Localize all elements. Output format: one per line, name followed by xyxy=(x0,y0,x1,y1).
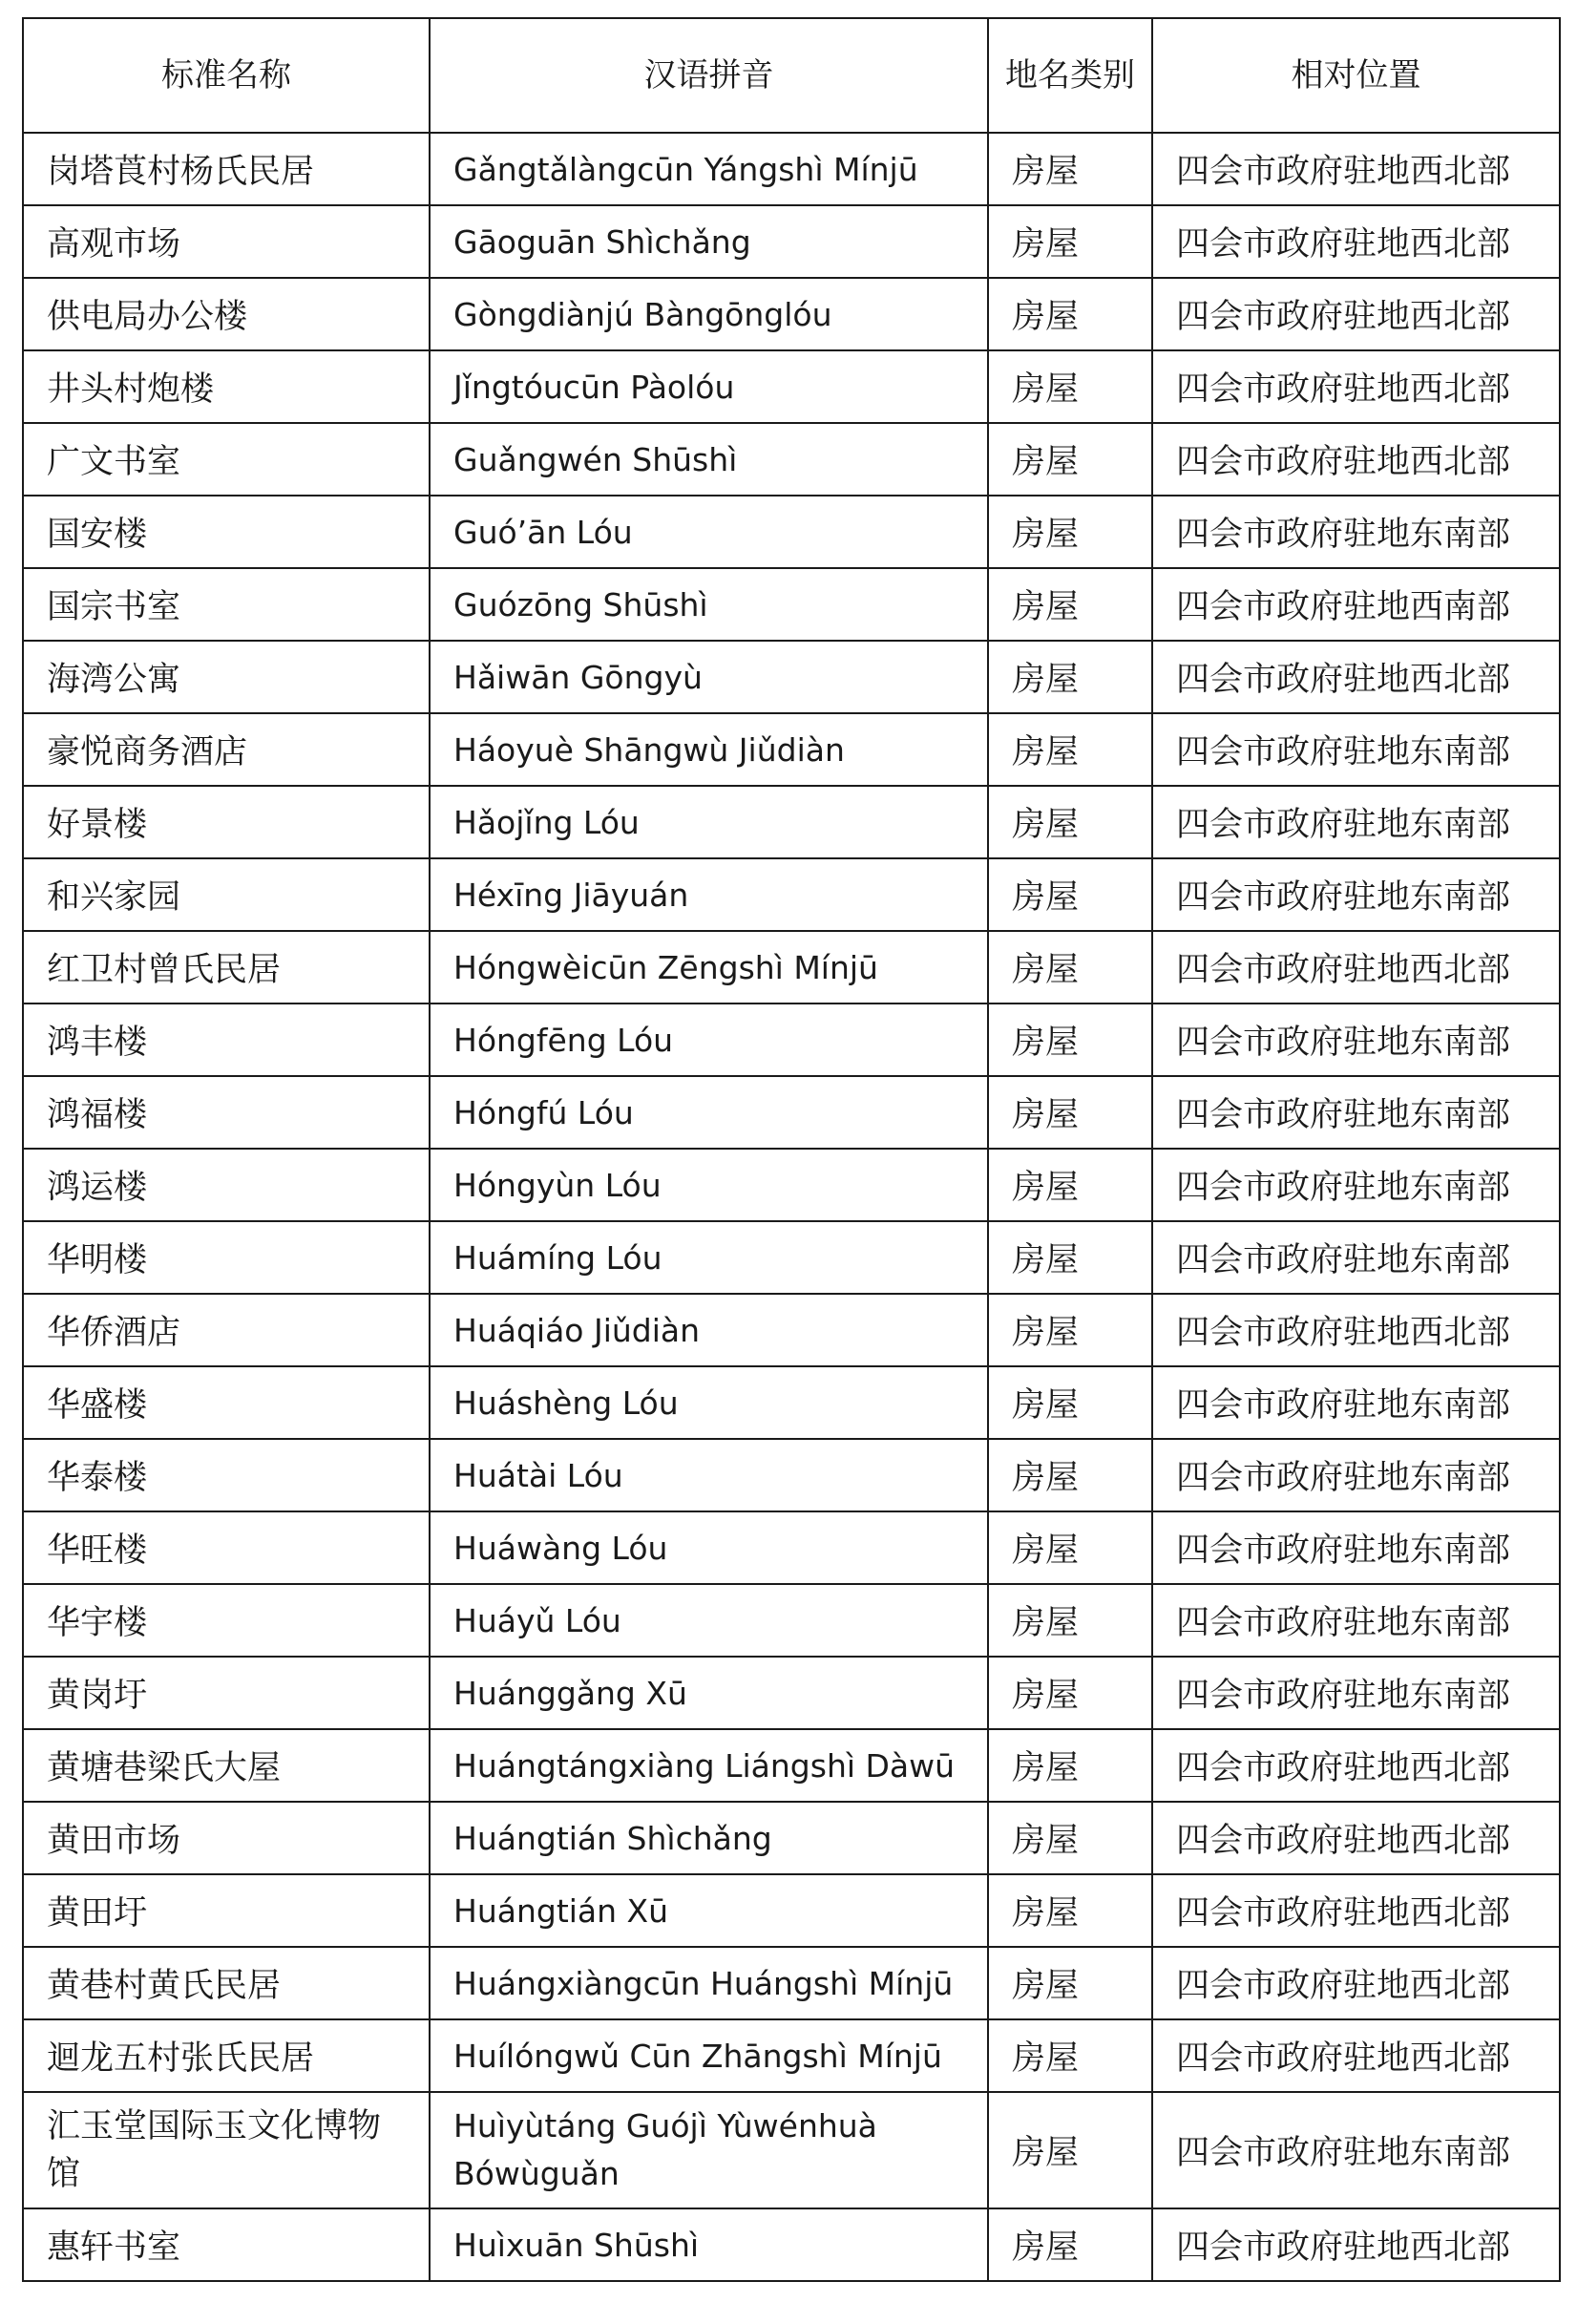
cell-category: 房屋 xyxy=(988,568,1152,641)
cell-pinyin: Hóngfú Lóu xyxy=(430,1076,988,1149)
cell-relative-location: 四会市政府驻地西北部 xyxy=(1152,1802,1560,1874)
cell-relative-location: 四会市政府驻地西北部 xyxy=(1152,1874,1560,1947)
cell-relative-location: 四会市政府驻地西北部 xyxy=(1152,1294,1560,1366)
cell-standard-name: 鸿福楼 xyxy=(23,1076,430,1149)
cell-category: 房屋 xyxy=(988,1076,1152,1149)
table-row xyxy=(23,423,1560,496)
table-row xyxy=(23,786,1560,858)
cell-standard-name: 国安楼 xyxy=(23,496,430,568)
cell-relative-location: 四会市政府驻地西南部 xyxy=(1152,568,1560,641)
cell-standard-name: 海湾公寓 xyxy=(23,641,430,713)
cell-pinyin: Guó’ān Lóu xyxy=(430,496,988,568)
cell-pinyin: Huánggǎng Xū xyxy=(430,1657,988,1729)
cell-category: 房屋 xyxy=(988,2208,1152,2281)
cell-relative-location: 四会市政府驻地西北部 xyxy=(1152,278,1560,350)
header-category: 地名类别 xyxy=(988,18,1152,133)
cell-relative-location: 四会市政府驻地西北部 xyxy=(1152,641,1560,713)
cell-standard-name: 好景楼 xyxy=(23,786,430,858)
cell-standard-name: 国宗书室 xyxy=(23,568,430,641)
cell-pinyin: Huáwàng Lóu xyxy=(430,1511,988,1584)
cell-relative-location: 四会市政府驻地西北部 xyxy=(1152,2019,1560,2092)
cell-relative-location: 四会市政府驻地西北部 xyxy=(1152,1947,1560,2019)
cell-pinyin: Huámíng Lóu xyxy=(430,1221,988,1294)
cell-relative-location: 四会市政府驻地东南部 xyxy=(1152,1511,1560,1584)
table-row xyxy=(23,568,1560,641)
table-header-row xyxy=(23,18,1560,133)
cell-pinyin: Gǎngtǎlàngcūn Yángshì Mínjū xyxy=(430,133,988,205)
cell-relative-location: 四会市政府驻地东南部 xyxy=(1152,1221,1560,1294)
cell-category: 房屋 xyxy=(988,786,1152,858)
table-row xyxy=(23,1874,1560,1947)
cell-category: 房屋 xyxy=(988,1802,1152,1874)
table-row xyxy=(23,931,1560,1004)
cell-category: 房屋 xyxy=(988,350,1152,423)
cell-standard-name: 华盛楼 xyxy=(23,1366,430,1439)
table-row xyxy=(23,1076,1560,1149)
table-row xyxy=(23,496,1560,568)
cell-category: 房屋 xyxy=(988,1004,1152,1076)
cell-relative-location: 四会市政府驻地东南部 xyxy=(1152,1004,1560,1076)
cell-category: 房屋 xyxy=(988,1366,1152,1439)
header-standard-name: 标准名称 xyxy=(23,18,430,133)
cell-pinyin: Huìyùtáng Guójì Yùwénhuà Bówùguǎn xyxy=(430,2092,988,2208)
cell-pinyin: Jǐngtóucūn Pàolóu xyxy=(430,350,988,423)
cell-standard-name: 华旺楼 xyxy=(23,1511,430,1584)
cell-relative-location: 四会市政府驻地西北部 xyxy=(1152,133,1560,205)
header-pinyin: 汉语拼音 xyxy=(430,18,988,133)
cell-relative-location: 四会市政府驻地东南部 xyxy=(1152,1584,1560,1657)
cell-standard-name: 黄田圩 xyxy=(23,1874,430,1947)
table-row xyxy=(23,1511,1560,1584)
cell-relative-location: 四会市政府驻地西北部 xyxy=(1152,2208,1560,2281)
cell-standard-name: 黄田市场 xyxy=(23,1802,430,1874)
cell-standard-name: 华泰楼 xyxy=(23,1439,430,1511)
table-row xyxy=(23,713,1560,786)
cell-category: 房屋 xyxy=(988,931,1152,1004)
table-row xyxy=(23,1294,1560,1366)
cell-category: 房屋 xyxy=(988,1657,1152,1729)
table-row xyxy=(23,1439,1560,1511)
cell-category: 房屋 xyxy=(988,205,1152,278)
cell-category: 房屋 xyxy=(988,423,1152,496)
table-row xyxy=(23,350,1560,423)
cell-category: 房屋 xyxy=(988,1511,1152,1584)
table-row xyxy=(23,1947,1560,2019)
cell-relative-location: 四会市政府驻地西北部 xyxy=(1152,1729,1560,1802)
cell-standard-name: 供电局办公楼 xyxy=(23,278,430,350)
cell-category: 房屋 xyxy=(988,133,1152,205)
cell-pinyin: Guózōng Shūshì xyxy=(430,568,988,641)
table-row xyxy=(23,133,1560,205)
cell-category: 房屋 xyxy=(988,1294,1152,1366)
cell-pinyin: Huáyǔ Lóu xyxy=(430,1584,988,1657)
cell-relative-location: 四会市政府驻地东南部 xyxy=(1152,2092,1560,2208)
header-relative-location: 相对位置 xyxy=(1152,18,1560,133)
cell-pinyin: Huáshèng Lóu xyxy=(430,1366,988,1439)
cell-standard-name: 鸿运楼 xyxy=(23,1149,430,1221)
table-row xyxy=(23,2208,1560,2281)
cell-relative-location: 四会市政府驻地东南部 xyxy=(1152,858,1560,931)
cell-category: 房屋 xyxy=(988,2019,1152,2092)
table-row xyxy=(23,1729,1560,1802)
cell-pinyin: Gòngdiànjú Bàngōnglóu xyxy=(430,278,988,350)
cell-category: 房屋 xyxy=(988,1149,1152,1221)
cell-category: 房屋 xyxy=(988,1221,1152,1294)
cell-standard-name: 高观市场 xyxy=(23,205,430,278)
cell-relative-location: 四会市政府驻地东南部 xyxy=(1152,713,1560,786)
cell-standard-name: 和兴家园 xyxy=(23,858,430,931)
cell-category: 房屋 xyxy=(988,713,1152,786)
table-row xyxy=(23,1004,1560,1076)
table-row xyxy=(23,641,1560,713)
cell-pinyin: Huángtángxiàng Liángshì Dàwū xyxy=(430,1729,988,1802)
cell-pinyin: Hóngfēng Lóu xyxy=(430,1004,988,1076)
table-body xyxy=(23,133,1560,2281)
cell-relative-location: 四会市政府驻地东南部 xyxy=(1152,1657,1560,1729)
table-row xyxy=(23,205,1560,278)
cell-standard-name: 红卫村曾氏民居 xyxy=(23,931,430,1004)
cell-relative-location: 四会市政府驻地东南部 xyxy=(1152,786,1560,858)
cell-standard-name: 广文书室 xyxy=(23,423,430,496)
cell-standard-name: 鸿丰楼 xyxy=(23,1004,430,1076)
cell-relative-location: 四会市政府驻地西北部 xyxy=(1152,350,1560,423)
cell-pinyin: Huátài Lóu xyxy=(430,1439,988,1511)
cell-category: 房屋 xyxy=(988,1729,1152,1802)
cell-relative-location: 四会市政府驻地东南部 xyxy=(1152,496,1560,568)
cell-pinyin: Hóngyùn Lóu xyxy=(430,1149,988,1221)
table-row xyxy=(23,1802,1560,1874)
cell-category: 房屋 xyxy=(988,858,1152,931)
place-name-table xyxy=(22,17,1561,2282)
cell-pinyin: Huángtián Shìchǎng xyxy=(430,1802,988,1874)
cell-pinyin: Huángxiàngcūn Huángshì Mínjū xyxy=(430,1947,988,2019)
cell-pinyin: Háoyuè Shāngwù Jiǔdiàn xyxy=(430,713,988,786)
cell-pinyin: Gāoguān Shìchǎng xyxy=(430,205,988,278)
cell-category: 房屋 xyxy=(988,2092,1152,2208)
cell-relative-location: 四会市政府驻地东南部 xyxy=(1152,1076,1560,1149)
cell-relative-location: 四会市政府驻地东南部 xyxy=(1152,1366,1560,1439)
table-row xyxy=(23,2092,1560,2208)
cell-category: 房屋 xyxy=(988,1584,1152,1657)
cell-relative-location: 四会市政府驻地西北部 xyxy=(1152,423,1560,496)
cell-relative-location: 四会市政府驻地东南部 xyxy=(1152,1439,1560,1511)
cell-relative-location: 四会市政府驻地西北部 xyxy=(1152,931,1560,1004)
table-row xyxy=(23,1657,1560,1729)
cell-standard-name: 汇玉堂国际玉文化博物馆 xyxy=(23,2092,430,2208)
cell-pinyin: Guǎngwén Shūshì xyxy=(430,423,988,496)
cell-pinyin: Huángtián Xū xyxy=(430,1874,988,1947)
cell-pinyin: Huáqiáo Jiǔdiàn xyxy=(430,1294,988,1366)
cell-standard-name: 井头村炮楼 xyxy=(23,350,430,423)
cell-pinyin: Huílóngwǔ Cūn Zhāngshì Mínjū xyxy=(430,2019,988,2092)
cell-standard-name: 黄岗圩 xyxy=(23,1657,430,1729)
cell-pinyin: Héxīng Jiāyuán xyxy=(430,858,988,931)
table-row xyxy=(23,278,1560,350)
cell-standard-name: 黄巷村黄氏民居 xyxy=(23,1947,430,2019)
cell-category: 房屋 xyxy=(988,278,1152,350)
cell-pinyin: Hǎiwān Gōngyù xyxy=(430,641,988,713)
cell-category: 房屋 xyxy=(988,1874,1152,1947)
cell-category: 房屋 xyxy=(988,641,1152,713)
cell-category: 房屋 xyxy=(988,1947,1152,2019)
table-row xyxy=(23,1584,1560,1657)
table-row xyxy=(23,858,1560,931)
cell-standard-name: 豪悦商务酒店 xyxy=(23,713,430,786)
table-row xyxy=(23,1366,1560,1439)
cell-standard-name: 惠轩书室 xyxy=(23,2208,430,2281)
cell-category: 房屋 xyxy=(988,496,1152,568)
cell-standard-name: 华侨酒店 xyxy=(23,1294,430,1366)
cell-pinyin: Huìxuān Shūshì xyxy=(430,2208,988,2281)
table-row xyxy=(23,1221,1560,1294)
table-row xyxy=(23,2019,1560,2092)
cell-relative-location: 四会市政府驻地西北部 xyxy=(1152,205,1560,278)
table-row xyxy=(23,1149,1560,1221)
cell-standard-name: 迴龙五村张氏民居 xyxy=(23,2019,430,2092)
document-page xyxy=(22,17,1559,2282)
cell-standard-name: 黄塘巷梁氏大屋 xyxy=(23,1729,430,1802)
cell-standard-name: 华宇楼 xyxy=(23,1584,430,1657)
cell-standard-name: 岗塔莨村杨氏民居 xyxy=(23,133,430,205)
cell-pinyin: Hǎojǐng Lóu xyxy=(430,786,988,858)
cell-pinyin: Hóngwèicūn Zēngshì Mínjū xyxy=(430,931,988,1004)
cell-category: 房屋 xyxy=(988,1439,1152,1511)
cell-relative-location: 四会市政府驻地东南部 xyxy=(1152,1149,1560,1221)
cell-standard-name: 华明楼 xyxy=(23,1221,430,1294)
